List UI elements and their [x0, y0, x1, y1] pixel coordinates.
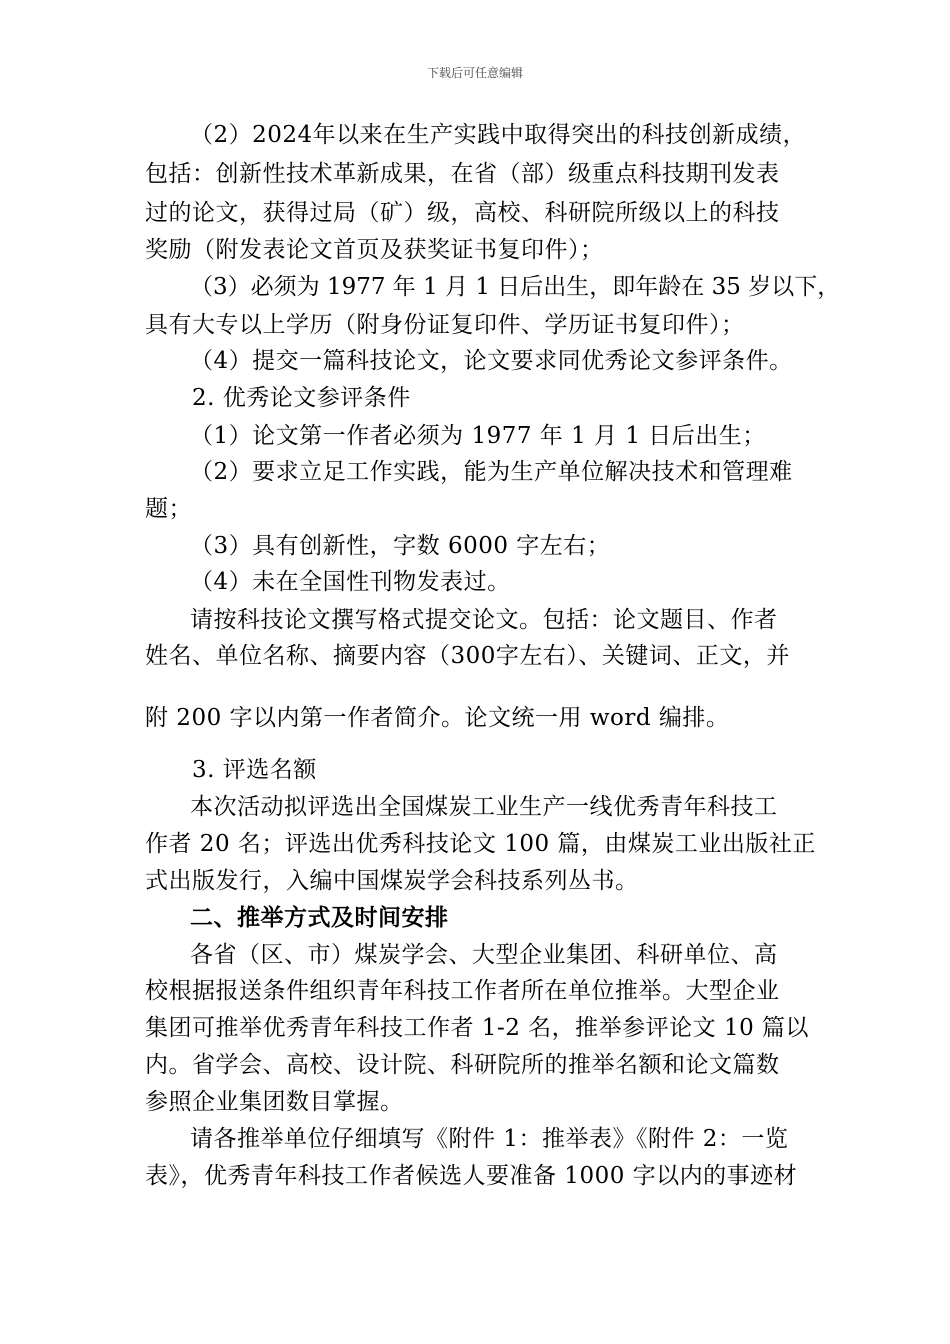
paragraph-line: 本次活动拟评选出全国煤炭工业生产一线优秀青年科技工	[190, 794, 778, 820]
paragraph-line: 校根据报送条件组织青年科技工作者所在单位推举。大型企业	[145, 978, 780, 1004]
paragraph-line: 具有大专以上学历（附身份证复印件、学历证书复印件）；	[145, 312, 745, 338]
paragraph-line: 式出版发行，入编中国煤炭学会科技系列丛书。	[145, 868, 639, 894]
paragraph-line: 奖励（附发表论文首页及获奖证书复印件）；	[145, 237, 604, 263]
paragraph-line: 作者 20 名；评选出优秀科技论文 100 篇，由煤炭工业出版社正	[145, 831, 816, 857]
paragraph-line: （1）论文第一作者必须为 1977 年 1 月 1 日后出生；	[190, 423, 766, 449]
paragraph-line: （4）未在全国性刊物发表过。	[190, 569, 511, 595]
paragraph-line: 包括：创新性技术革新成果，在省（部）级重点科技期刊发表	[145, 161, 780, 187]
paragraph-line: 附 200 字以内第一作者简介。论文统一用 word 编排。	[145, 705, 730, 731]
paragraph-line: 各省（区、市）煤炭学会、大型企业集团、科研单位、高	[190, 942, 778, 968]
paragraph-line: 请按科技论文撰写格式提交论文。包括：论文题目、作者	[190, 607, 778, 633]
paragraph-line: （2）要求立足工作实践，能为生产单位解决技术和管理难	[190, 459, 793, 485]
paragraph-line: 内。省学会、高校、设计院、科研院所的推举名额和论文篇数	[145, 1052, 780, 1078]
paragraph-line: 集团可推举优秀青年科技工作者 1-2 名，推举参评论文 10 篇以	[145, 1015, 810, 1041]
section-heading: 3. 评选名额	[192, 757, 317, 783]
paragraph-line: 参照企业集团数目掌握。	[145, 1089, 404, 1115]
paragraph-line: 姓名、单位名称、摘要内容（300字左右）、关键词、正文，并	[145, 643, 790, 669]
paragraph-line: （4）提交一篇科技论文，论文要求同优秀论文参评条件。	[190, 348, 793, 374]
chapter-heading: 二、推举方式及时间安排	[190, 905, 449, 931]
paragraph-line: （2）2024年以来在生产实践中取得突出的科技创新成绩，	[190, 122, 807, 148]
paragraph-line: （3）具有创新性，字数 6000 字左右；	[190, 533, 611, 559]
paragraph-line: 表》，优秀青年科技工作者候选人要准备 1000 字以内的事迹材	[145, 1163, 798, 1189]
paragraph-line: （3）必须为 1977 年 1 月 1 日后出生，即年龄在 35 岁以下，	[190, 274, 841, 300]
paragraph-line: 题；	[145, 496, 192, 522]
paragraph-line: 过的论文，获得过局（矿）级，高校、科研院所级以上的科技	[145, 200, 780, 226]
paragraph-line: 请各推举单位仔细填写《附件 1：推举表》《附件 2：一览	[190, 1126, 789, 1152]
page-header-note: 下载后可任意编辑	[426, 66, 523, 80]
section-heading: 2. 优秀论文参评条件	[192, 385, 411, 411]
